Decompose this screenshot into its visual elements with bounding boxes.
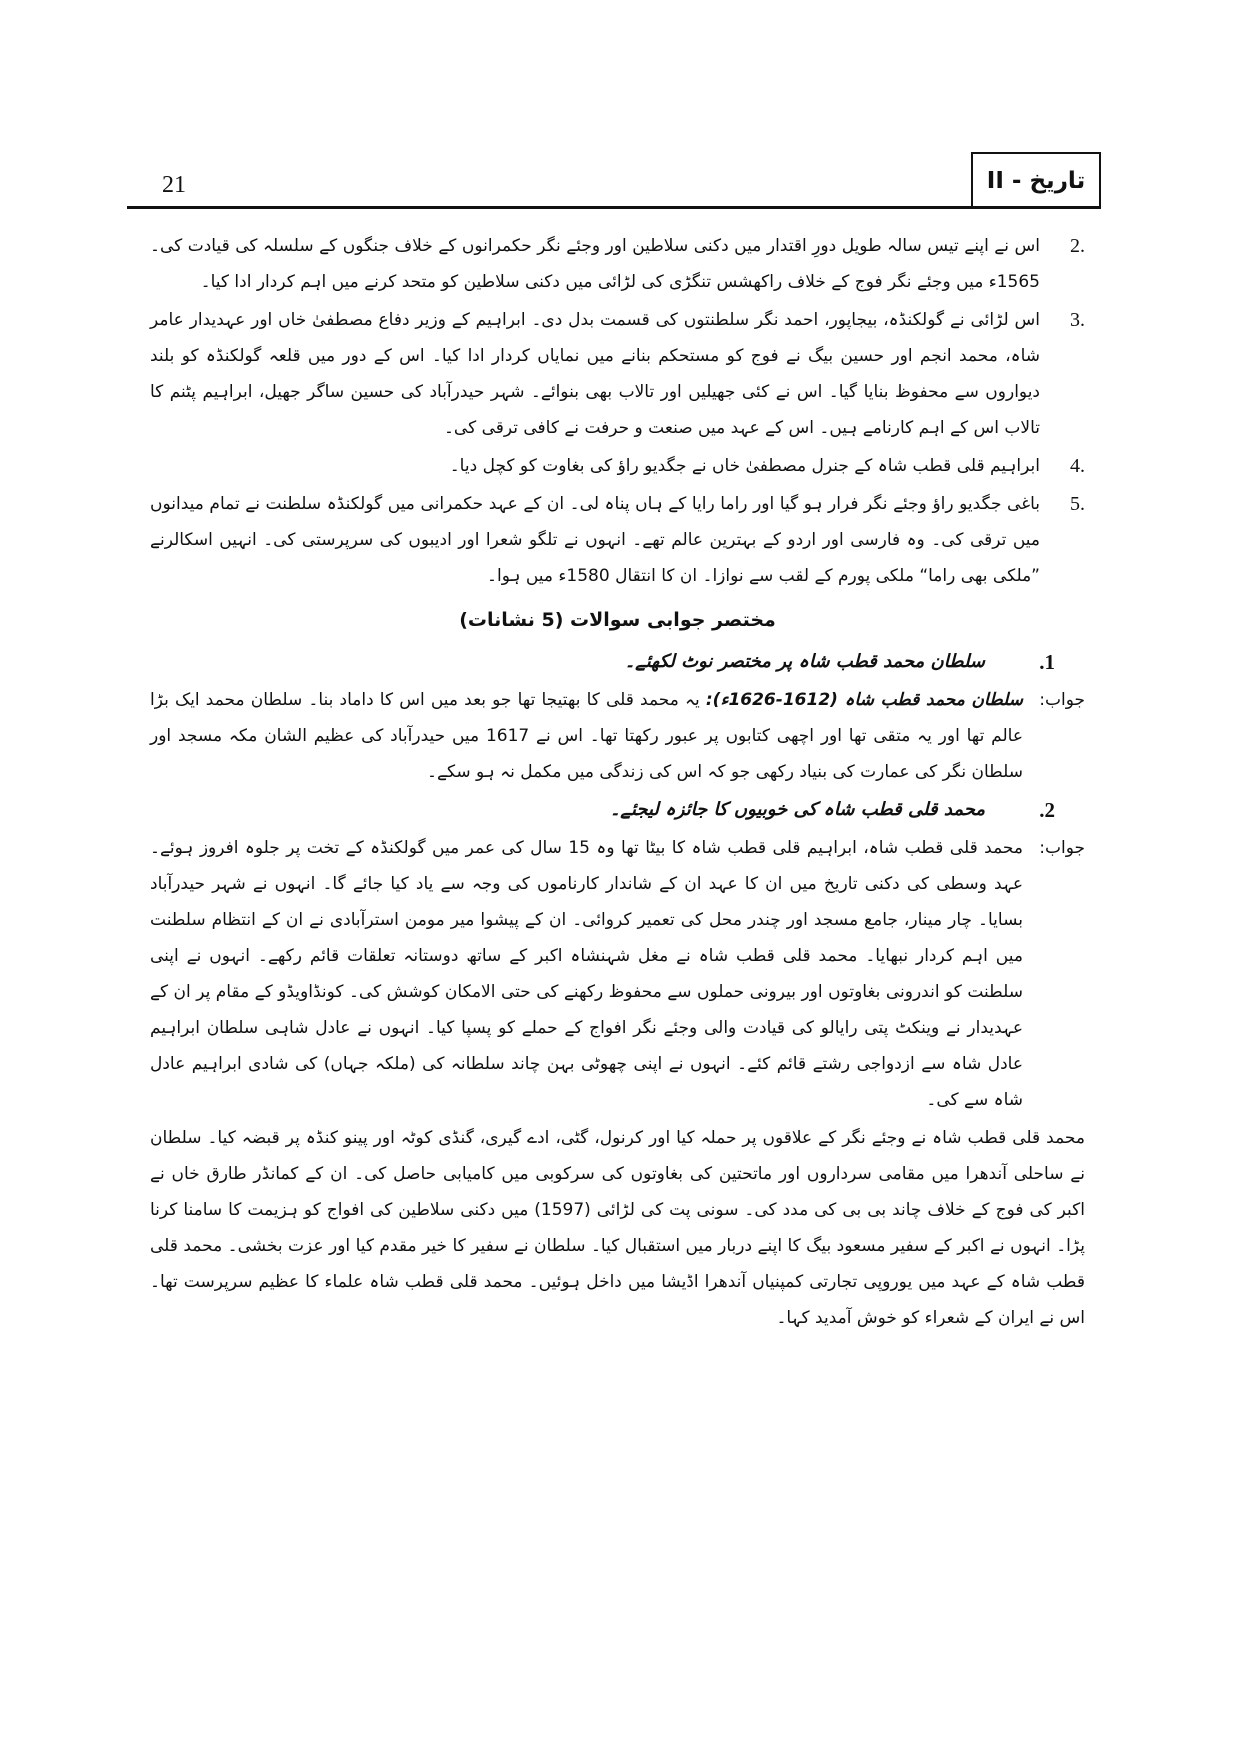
answer-label: جواب:	[1039, 690, 1085, 710]
answer-block	[150, 830, 1085, 1118]
list-item	[150, 448, 1085, 484]
list-item-number: 2.	[1070, 235, 1085, 257]
answer-label: جواب:	[1039, 838, 1085, 858]
answer-text: یہ محمد قلی کا بھتیجا تھا جو بعد میں اس کا داماد بنا۔ سلطان محمد ایک بڑا عالم تھا اور یہ متقی تھا اور اچھی کتابوں پر عبور رکھتا تھا۔ اس نے 1617 میں حیدرآباد کی عظیم الشان مکہ مسجد اور سلطان نگر کی عمارت کی بنیاد رکھی جو کہ اس کی زندگی میں مکمل نہ ہو سکے۔	[150, 690, 1023, 782]
question-heading	[150, 644, 1085, 680]
page-number: 21	[162, 172, 186, 198]
list-item	[150, 302, 1085, 446]
answer-paragraph	[150, 682, 1023, 790]
list-item-text: باغی جگدیو راؤ وجئے نگر فرار ہو گیا اور راما رایا کے ہاں پناہ لی۔ ان کے عہد حکمرانی میں گولکنڈہ سلطنت نے تمام میدانوں میں ترقی کی۔ وہ فارسی اور اردو کے بہترین عالم تھے۔ انہوں نے تلگو شعرا اور ادیبوں کی سرپرستی کی۔ انہیں اسکالرنے ”ملکی بھی راما“ ملکی پورم کے لقب سے نوازا۔ ان کا انتقال 1580ء میں ہوا۔	[150, 494, 1040, 586]
header-rule	[127, 206, 1101, 209]
question-number: .2	[1039, 798, 1055, 822]
answer-lead: سلطان محمد قطب شاہ (1612-1626ء):	[705, 690, 1024, 710]
list-item-number: 5.	[1070, 493, 1085, 515]
list-item-text: اس نے اپنے تیس سالہ طویل دورِ اقتدار میں دکنی سلاطین اور وجئے نگر حکمرانوں کے خلاف جنگوں کے سلسلہ کی قیادت کی۔ 1565ء میں وجئے نگر فوج کے خلاف راکھشس تنگڑی کی لڑائی میں دکنی سلاطین کو متحد کرنے میں اہم کردار ادا کیا۔	[150, 236, 1040, 292]
question-number: .1	[1039, 650, 1055, 674]
list-item-text: ابراہیم قلی قطب شاہ کے جنرل مصطفیٰ خاں نے جگدیو راؤ کی بغاوت کو کچل دیا۔	[449, 456, 1040, 476]
subject-title-box	[971, 152, 1101, 208]
subject-title: تاریخ - II	[986, 168, 1086, 194]
list-item	[150, 486, 1085, 594]
page-content	[150, 228, 1085, 1336]
list-item-text: اس لڑائی نے گولکنڈہ، بیجاپور، احمد نگر سلطنتوں کی قسمت بدل دی۔ ابراہیم کے وزیر دفاع مصطفیٰ خاں اور عہدیدار عامر شاہ، محمد انجم اور حسین بیگ نے فوج کو مستحکم بنانے میں نمایاں کردار ادا کیا۔ اس کے دور میں قلعہ گولکنڈہ کو بلند دیواروں سے محفوظ بنایا گیا۔ اس نے کئی جھیلیں اور تالاب بھی بنوائے۔ شہر حیدرآباد کی حسین ساگر جھیل، ابراہیم پٹنم کا تالاب اس کے اہم کارنامے ہیں۔ اس کے عہد میں صنعت و حرفت نے کافی ترقی کی۔	[150, 310, 1040, 438]
answer-paragraph: محمد قلی قطب شاہ نے وجئے نگر کے علاقوں پر حملہ کیا اور کرنول، گٹی، ادے گیری، گنڈی کوٹہ اور پینو کنڈہ پر قبضہ کیا۔ سلطان نے ساحلی آندھرا میں مقامی سرداروں اور ماتحتین کی بغاوتوں کی سرکوبی میں کامیابی حاصل کی۔ ان کے کمانڈر طارق خاں نے اکبر کی فوج کے خلاف چاند بی بی کی مدد کی۔ سونی پت کی لڑائی (1597) میں دکنی سلاطین کی افواج کو ہزیمت کا سامنا کرنا پڑا۔ انہوں نے اکبر کے سفیر مسعود بیگ کا اپنے دربار میں استقبال کیا۔ سلطان نے سفیر کا خیر مقدم کیا اور عزت بخشی۔ محمد قلی قطب شاہ کے عہد میں یوروپی تجارتی کمپنیاں آندھرا اڈیشا میں داخل ہوئیں۔ محمد قلی قطب شاہ علماء کا عظیم سرپرست تھا۔ اس نے ایران کے شعراء کو خوش آمدید کہا۔	[150, 1128, 1085, 1328]
answer-block	[150, 682, 1085, 790]
answer-paragraph: محمد قلی قطب شاہ، ابراہیم قلی قطب شاہ کا بیٹا تھا وہ 15 سال کی عمر میں گولکنڈہ کے تخت پر جلوہ افروز ہوئے۔ عہد وسطی کی دکنی تاریخ میں ان کا عہد ان کے شاندار کارناموں کی وجہ سے یاد کیا جائے گا۔ انہوں نے شہر حیدرآباد بسایا۔ چار مینار، جامع مسجد اور چندر محل کی تعمیر کروائی۔ ان کے پیشوا میر مومن استرآبادی نے ان کے انتظام سلطنت میں اہم کردار نبھایا۔ محمد قلی قطب شاہ نے مغل شہنشاہ اکبر کے ساتھ دوستانہ تعلقات قائم رکھے۔ انہوں نے اپنی سلطنت کو اندرونی بغاوتوں اور بیرونی حملوں سے محفوظ رکھنے کی حتی الامکان کوشش کی۔ کونڈاویڈو کے مقام پر ان کے عہدیدار نے وینکٹ پتی رایالو کی قیادت والی وجئے نگر افواج کے حملے کو پسپا کیا۔ انہوں نے عادل شاہی سلطان ابراہیم عادل شاہ سے ازدواجی رشتے قائم کئے۔ انہوں نے اپنی چھوٹی بہن چاند سلطانہ کی (ملکہ جہاں) کی شادی ابراہیم عادل شاہ سے کی۔	[150, 838, 1024, 1110]
list-item-number: 3.	[1070, 309, 1085, 331]
section-heading: مختصر جوابی سوالات (5 نشانات)	[459, 609, 776, 631]
list-item	[150, 228, 1085, 300]
question-text: محمد قلی قطب شاہ کی خوبیوں کا جائزہ لیجئے۔	[609, 799, 985, 820]
question-text: سلطان محمد قطب شاہ پر مختصر نوٹ لکھئے۔	[624, 651, 985, 672]
question-heading	[150, 792, 1085, 828]
list-item-number: 4.	[1070, 455, 1085, 477]
page-header	[127, 152, 1101, 209]
